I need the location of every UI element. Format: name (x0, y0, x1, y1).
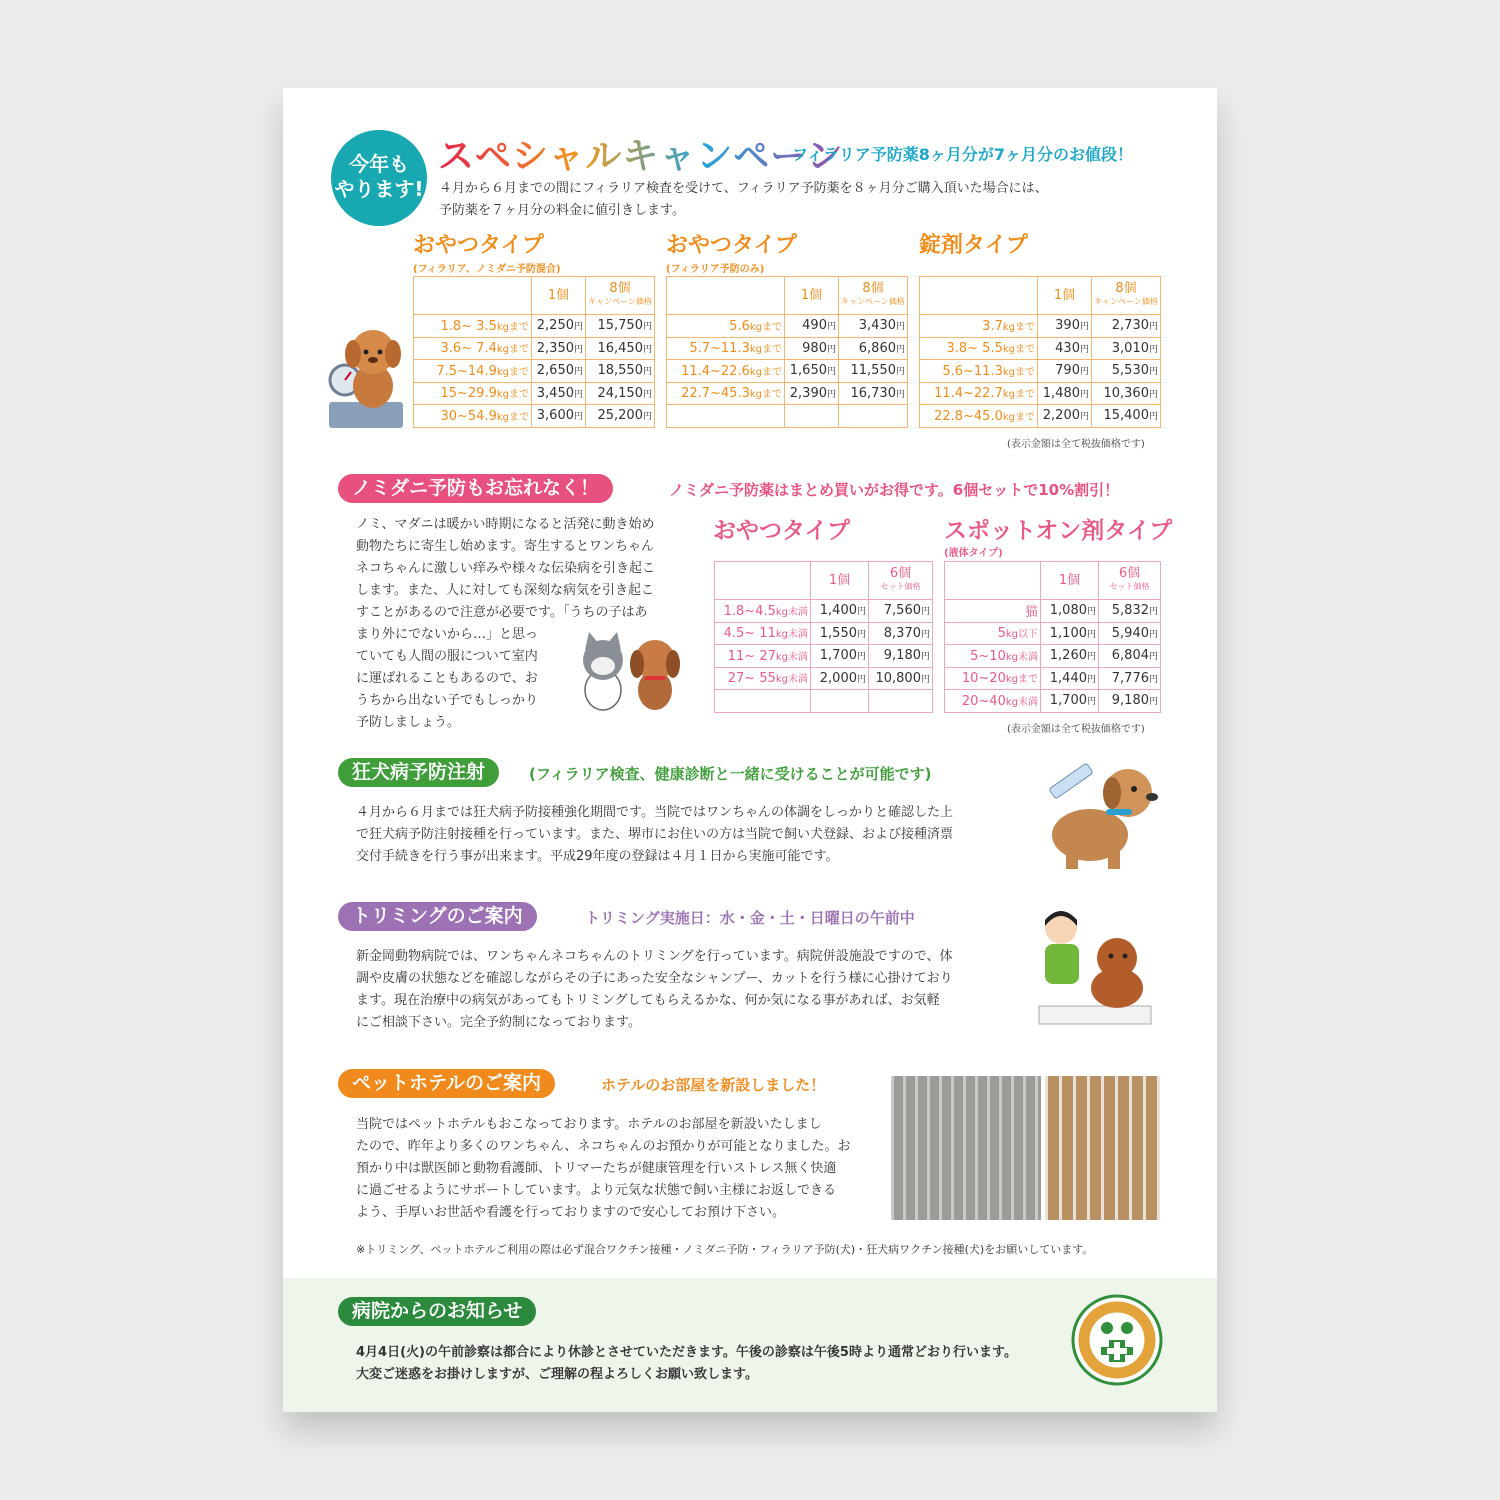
filaria-table-2-subtitle: (フィラリア予防のみ) (666, 264, 765, 275)
filaria-table-1 (413, 276, 655, 428)
table-row: 22.7~45.3kgまで 2,390円 16,730円 (667, 382, 908, 405)
header-8: 8個 キャンペーン価格 (586, 277, 655, 315)
flyer-page (283, 88, 1217, 1412)
table-row: 5~10kg未満 1,260円 6,804円 (945, 645, 1161, 668)
campaign-subtitle: フィラリア予防薬8ヶ月分が7ヶ月分のお値段！ (792, 145, 1133, 164)
notice-line2: 大変ご迷惑をお掛けしますが、ご理解の程よろしくお願い致します。 (356, 1367, 758, 1382)
filaria-table-2: 1個 8個 キャンペーン価格 5.6kgまで 490円 3,430円 5.7~11.3kgまで 980円 6,860円 11.4~22.6kgまで 1,650円 11,550円 22.7~45.3kgまで 2,390円 16,730円 (666, 276, 908, 428)
campaign-body-line2: 予防薬を７ヶ月分の料金に値引きします。 (439, 203, 685, 218)
cat-dog-itching-illustration (573, 628, 691, 712)
filaria-table-3: 1個 8個 キャンペーン価格 3.7kgまで 390円 2,730円 3.8~ 5.5kgまで 430円 3,010円 5.6~11.3kgまで 790円 5,530円 11.4~22.7kgまで 1,480円 10,360円 22.8~45.0kgまで 2,200円 15,400円 (919, 276, 1161, 428)
table-row: 5.6kgまで 490円 3,430円 (667, 315, 908, 338)
nomidani-table-2-title: スポットオン剤タイプ (944, 518, 1173, 544)
rabies-paragraph: ４月から６月までは狂犬病予防接種強化期間です。当院ではワンちゃんの体調をしっかりと確認した上 で狂犬病予防注射接種を行っています。また、堺市にお住いの方は当院で飼い犬登録、および接種済票 交付手続きを行う事が出来ます。平成29年度の登録は４月１日から実施可能です。 (356, 805, 953, 864)
filaria-table-1-title: おやつタイプ (413, 233, 544, 258)
hotel-footnote: ※トリミング、ペットホテルご利用の際は必ず混合ワクチン接種・ノミダニ予防・フィラリア予防(犬)・狂犬病ワクチン接種(犬)をお願いしています。 (356, 1243, 1094, 1256)
nomidani-table-2-subtitle: (液体タイプ) (944, 548, 1003, 559)
table-row: 1.8~4.5kg未満 1,400円 7,560円 (715, 600, 933, 623)
this-year-badge (331, 130, 427, 226)
tax-note-1: (表示金額は全て税抜価格です) (1007, 439, 1145, 450)
notice-text (356, 1342, 1017, 1386)
badge-text: 今年も やります! (334, 152, 424, 201)
trimming-paragraph: 新金岡動物病院では、ワンちゃんネコちゃんのトリミングを行っています。病院併設施設ですので、体 調や皮膚の状態などを確認しながらその子にあった安全なシャンプー、カットを行う様に心掛けており ます。現在治療中の病気があってもトリミングしてもらえるかな、何か気になる事があれば、お気軽 にご相談下さい。完全予約制になっております。 (356, 949, 953, 1030)
table-row: 7.5~14.9kgまで 2,650円 18,550円 (414, 360, 655, 383)
campaign-body (439, 178, 1139, 222)
hotel-dog-photo (1045, 1076, 1160, 1220)
table-row: 30~54.9kgまで 3,600円 25,200円 (414, 405, 655, 428)
nomidani-pill: ノミダニ予防もお忘れなく！ (338, 474, 613, 503)
header-unit: 1個 (532, 277, 586, 315)
table-row (667, 405, 908, 428)
rabies-note: (フィラリア検査、健康診断と一緒に受けることが可能です) (529, 765, 932, 783)
hospital-logo (1071, 1294, 1163, 1386)
table-row (715, 690, 933, 713)
table-row: 5kg以下 1,100円 5,940円 (945, 622, 1161, 645)
trimming-note: トリミング実施日：水・金・土・日曜日の午前中 (585, 909, 915, 927)
filaria-table-1-subtitle: (フィラリア、ノミダニ予防混合) (413, 264, 561, 275)
table-row: 5.7~11.3kgまで 980円 6,860円 (667, 337, 908, 360)
notice-pill: 病院からのお知らせ (338, 1297, 536, 1326)
nomidani-note: ノミダニ予防薬はまとめ買いがお得です。6個セットで10%割引！ (669, 481, 1120, 499)
table-row: 5.6~11.3kgまで 790円 5,530円 (920, 360, 1161, 383)
table-row: 15~29.9kgまで 3,450円 24,150円 (414, 382, 655, 405)
table-row: 猫 1,080円 5,832円 (945, 600, 1161, 623)
filaria-table-2-title: おやつタイプ (666, 233, 797, 258)
table-row: 3.6~ 7.4kgまで 2,350円 16,450円 (414, 337, 655, 360)
campaign-title: スペシャルキャンペーン (438, 128, 844, 179)
table-row: 4.5~ 11kg未満 1,550円 8,370円 (715, 622, 933, 645)
campaign-body-line1: ４月から６月までの間にフィラリア検査を受けて、フィラリア予防薬を８ヶ月分ご購入頂いた場合には、 (439, 181, 1048, 196)
dog-on-scale-illustration (323, 324, 408, 432)
filaria-table-3-title: 錠剤タイプ (919, 233, 1028, 258)
hotel-note: ホテルのお部屋を新設しました！ (601, 1076, 826, 1094)
table-row: 20~40kg未満 1,700円 9,180円 (945, 690, 1161, 713)
notice-line1: 4月4日(火)の午前診察は都合により休診とさせていただきます。午後の診察は午後5時より通常どおり行います。 (356, 1345, 1017, 1360)
dog-vaccine-illustration (1028, 763, 1168, 871)
table-row: 11.4~22.7kgまで 1,480円 10,360円 (920, 382, 1161, 405)
nomidani-table-2: 1個 6個 セット価格 猫 1,080円 5,832円 5kg以下 1,100円 5,940円 5~10kg未満 1,260円 6,804円 10~20kgまで 1,440円 7,776円 20~40kg未満 1,700円 9,180円 (944, 561, 1161, 713)
hotel-paragraph: 当院ではペットホテルもおこなっております。ホテルのお部屋を新設いたしまし たので、昨年より多くのワンちゃん、ネコちゃんのお預かりが可能となりました。お 預かり中は獣医師と動物看護師、トリマーたちが健康管理を行いストレス無く快適 に過ごせるようにサポートしています。より元気な状態で飼い主様にお返しできる よう、手厚いお世話や看護を行っておりますので安心してお預け下さい。 (356, 1117, 851, 1220)
trimming-pill: トリミングのご案内 (338, 902, 537, 931)
hotel-cages-photo (891, 1076, 1041, 1220)
nomidani-table-1: 1個 6個 セット価格 1.8~4.5kg未満 1,400円 7,560円 4.5~ 11kg未満 1,550円 8,370円 11~ 27kg未満 1,700円 9,180円 27~ 55kg未満 2,000円 10,800円 (714, 561, 933, 713)
tax-note-2: (表示金額は全て税抜価格です) (1007, 724, 1145, 735)
table-row: 10~20kgまで 1,440円 7,776円 (945, 667, 1161, 690)
table-row: 3.8~ 5.5kgまで 430円 3,010円 (920, 337, 1161, 360)
table-row: 27~ 55kg未満 2,000円 10,800円 (715, 667, 933, 690)
table-row: 22.8~45.0kgまで 2,200円 15,400円 (920, 405, 1161, 428)
trimmer-illustration (1035, 906, 1155, 1028)
table-row: 1.8~ 3.5kgまで 2,250円 15,750円 (414, 315, 655, 338)
hotel-pill: ペットホテルのご案内 (338, 1069, 555, 1098)
table-row: 11.4~22.6kgまで 1,650円 11,550円 (667, 360, 908, 383)
rabies-pill: 狂犬病予防注射 (338, 758, 499, 787)
table-row: 11~ 27kg未満 1,700円 9,180円 (715, 645, 933, 668)
table-row: 3.7kgまで 390円 2,730円 (920, 315, 1161, 338)
nomidani-paragraph: ノミ、マダニは暖かい時期になると活発に動き始め 動物たちに寄生し始めます。寄生するとワンちゃん ネコちゃんに激しい痒みや様々な伝染病を引き起こ します。また、人に対しても深刻な病気を引き起こ すことがあるので注意が必要です。「うちの子はあ まり外にでないから…」と思っ ていても人間の服について室内 に運ばれることもあるので、お うちから出ない子でもしっかり 予防しましょう。 (356, 517, 656, 730)
nomidani-table-1-title: おやつタイプ (713, 518, 850, 544)
